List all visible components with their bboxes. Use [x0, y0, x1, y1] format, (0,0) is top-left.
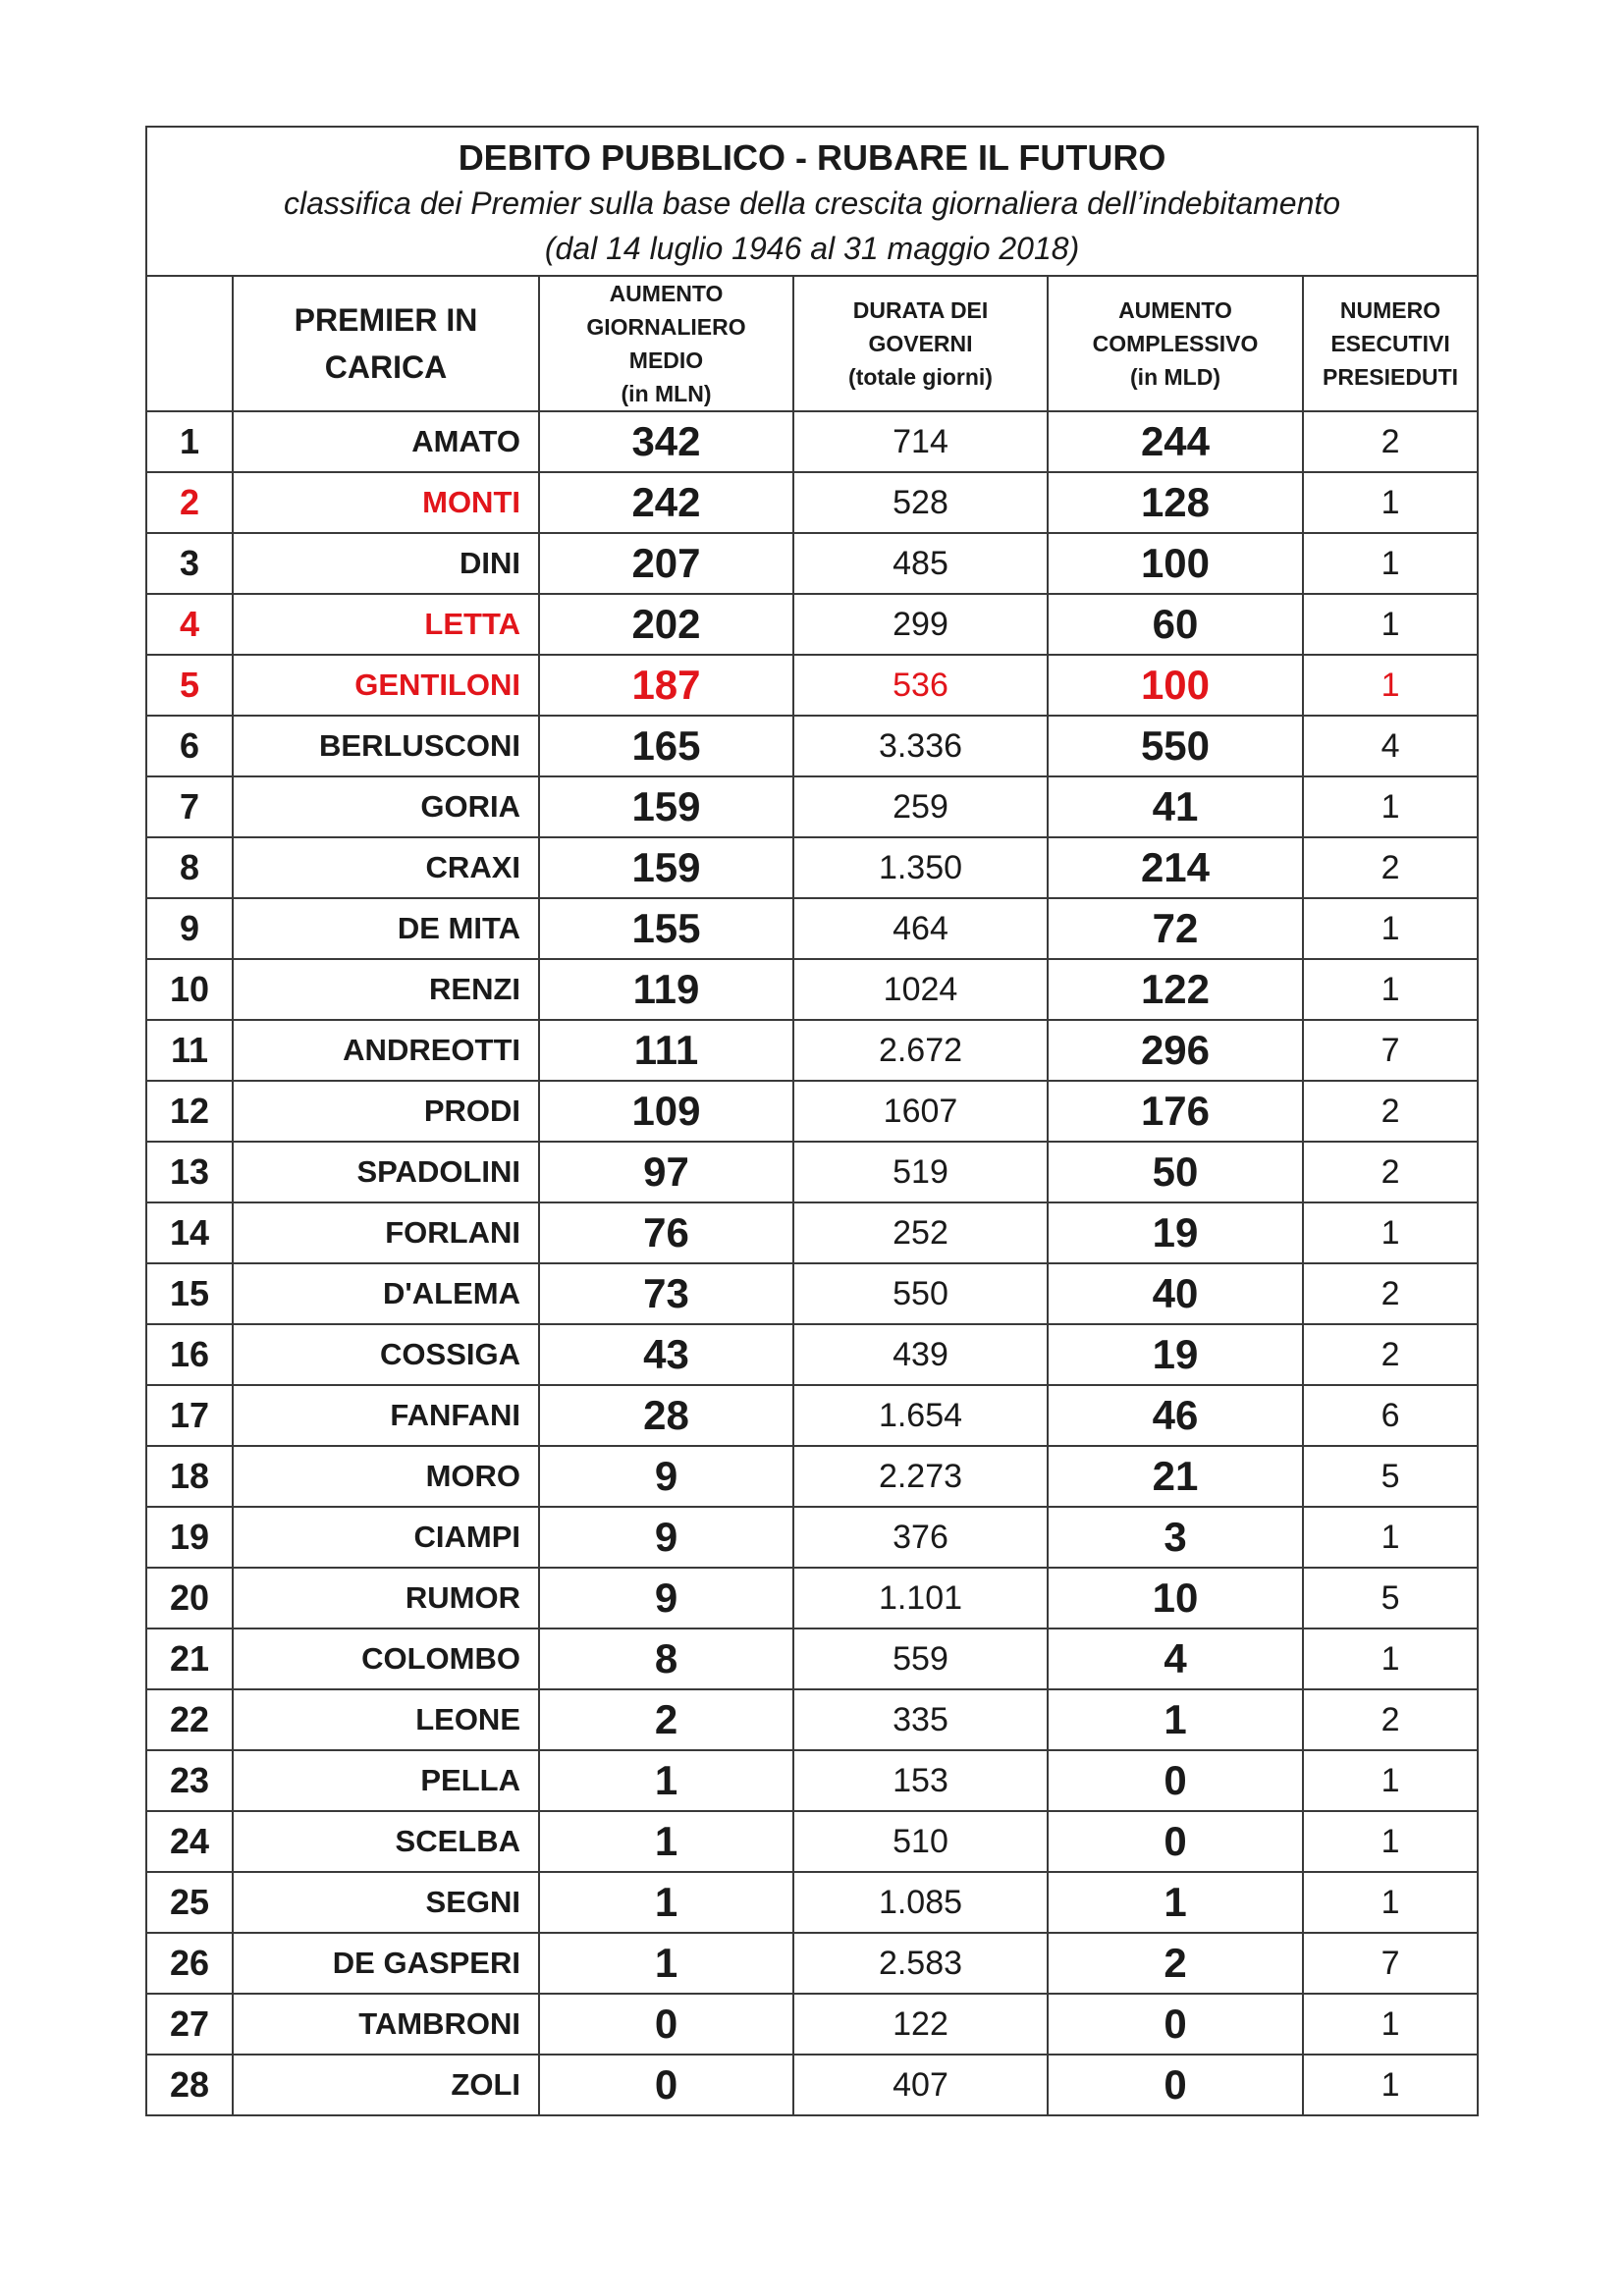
total-increase-cell: 128: [1048, 472, 1303, 533]
table-row: [146, 1994, 1478, 2055]
daily-increase-cell: 28: [539, 1385, 793, 1446]
total-increase-cell: 0: [1048, 1811, 1303, 1872]
premier-name-cell: GORIA: [233, 776, 539, 837]
total-increase-cell: 1: [1048, 1689, 1303, 1750]
header-govs-line: ESECUTIVI: [1330, 331, 1450, 356]
duration-cell: 2.273: [793, 1446, 1048, 1507]
header-total-line: AUMENTO: [1118, 297, 1232, 323]
duration-cell: 536: [793, 655, 1048, 716]
rank-cell: 25: [146, 1872, 233, 1933]
governments-cell: 1: [1303, 1811, 1478, 1872]
premier-name-cell: BERLUSCONI: [233, 716, 539, 776]
daily-increase-cell: 2: [539, 1689, 793, 1750]
governments-cell: 1: [1303, 655, 1478, 716]
governments-cell: 1: [1303, 776, 1478, 837]
duration-cell: 1.350: [793, 837, 1048, 898]
table-row: [146, 655, 1478, 716]
table-row: [146, 837, 1478, 898]
table-row: [146, 1020, 1478, 1081]
duration-cell: 259: [793, 776, 1048, 837]
table-row: [146, 472, 1478, 533]
rank-cell: 22: [146, 1689, 233, 1750]
rank-cell: 15: [146, 1263, 233, 1324]
total-increase-cell: 214: [1048, 837, 1303, 898]
premier-name-cell: LEONE: [233, 1689, 539, 1750]
premier-name-cell: PELLA: [233, 1750, 539, 1811]
governments-cell: 2: [1303, 411, 1478, 472]
total-increase-cell: 21: [1048, 1446, 1303, 1507]
premier-name-cell: COLOMBO: [233, 1629, 539, 1689]
header-row: [146, 276, 1478, 411]
rank-cell: 9: [146, 898, 233, 959]
daily-increase-cell: 242: [539, 472, 793, 533]
title-block: [146, 127, 1478, 276]
daily-increase-cell: 342: [539, 411, 793, 472]
governments-cell: 2: [1303, 1081, 1478, 1142]
daily-increase-cell: 76: [539, 1202, 793, 1263]
table-row: [146, 1507, 1478, 1568]
daily-increase-cell: 9: [539, 1568, 793, 1629]
total-increase-cell: 244: [1048, 411, 1303, 472]
total-increase-cell: 0: [1048, 2055, 1303, 2115]
rank-cell: 6: [146, 716, 233, 776]
duration-cell: 485: [793, 533, 1048, 594]
rank-cell: 26: [146, 1933, 233, 1994]
total-increase-cell: 50: [1048, 1142, 1303, 1202]
duration-cell: 464: [793, 898, 1048, 959]
table-row: [146, 959, 1478, 1020]
daily-increase-cell: 111: [539, 1020, 793, 1081]
table-row: [146, 1202, 1478, 1263]
duration-cell: 252: [793, 1202, 1048, 1263]
total-increase-cell: 100: [1048, 533, 1303, 594]
table-row: [146, 1811, 1478, 1872]
daily-increase-cell: 1: [539, 1811, 793, 1872]
daily-increase-cell: 0: [539, 2055, 793, 2115]
daily-increase-cell: 9: [539, 1507, 793, 1568]
governments-cell: 4: [1303, 716, 1478, 776]
total-increase-cell: 19: [1048, 1202, 1303, 1263]
table-row: [146, 594, 1478, 655]
total-increase-cell: 1: [1048, 1872, 1303, 1933]
daily-increase-cell: 9: [539, 1446, 793, 1507]
table-row: [146, 776, 1478, 837]
rank-cell: 12: [146, 1081, 233, 1142]
governments-cell: 1: [1303, 533, 1478, 594]
rank-cell: 2: [146, 472, 233, 533]
duration-cell: 519: [793, 1142, 1048, 1202]
table-body: [146, 411, 1478, 2115]
premier-name-cell: CIAMPI: [233, 1507, 539, 1568]
duration-cell: 550: [793, 1263, 1048, 1324]
table-row: [146, 1568, 1478, 1629]
governments-cell: 5: [1303, 1446, 1478, 1507]
table-row: [146, 1081, 1478, 1142]
duration-cell: 153: [793, 1750, 1048, 1811]
header-daily-line: GIORNALIERO: [586, 314, 746, 340]
table-row: [146, 1385, 1478, 1446]
header-daily-line: AUMENTO: [609, 281, 724, 306]
premier-name-cell: DE GASPERI: [233, 1933, 539, 1994]
table-row: [146, 898, 1478, 959]
total-increase-cell: 176: [1048, 1081, 1303, 1142]
total-increase-cell: 3: [1048, 1507, 1303, 1568]
premier-name-cell: D'ALEMA: [233, 1263, 539, 1324]
daily-increase-cell: 1: [539, 1750, 793, 1811]
table-row: [146, 1689, 1478, 1750]
premier-name-cell: DE MITA: [233, 898, 539, 959]
daily-increase-cell: 202: [539, 594, 793, 655]
total-increase-cell: 10: [1048, 1568, 1303, 1629]
header-duration: [793, 276, 1048, 411]
duration-cell: 714: [793, 411, 1048, 472]
rank-cell: 8: [146, 837, 233, 898]
duration-cell: 559: [793, 1629, 1048, 1689]
table-row: [146, 716, 1478, 776]
governments-cell: 1: [1303, 2055, 1478, 2115]
header-duration-line: (totale giorni): [848, 364, 993, 390]
rank-cell: 18: [146, 1446, 233, 1507]
header-daily-line: MEDIO: [628, 347, 704, 373]
premier-name-cell: MONTI: [233, 472, 539, 533]
total-increase-cell: 0: [1048, 1750, 1303, 1811]
daily-increase-cell: 0: [539, 1994, 793, 2055]
daily-increase-cell: 207: [539, 533, 793, 594]
table-row: [146, 533, 1478, 594]
ranking-table: [145, 126, 1479, 2116]
total-increase-cell: 4: [1048, 1629, 1303, 1689]
rank-cell: 11: [146, 1020, 233, 1081]
governments-cell: 5: [1303, 1568, 1478, 1629]
duration-cell: 376: [793, 1507, 1048, 1568]
header-total-line: COMPLESSIVO: [1092, 331, 1259, 356]
total-increase-cell: 0: [1048, 1994, 1303, 2055]
premier-name-cell: AMATO: [233, 411, 539, 472]
header-premier-line: PREMIER IN: [294, 302, 478, 338]
total-increase-cell: 60: [1048, 594, 1303, 655]
total-increase-cell: 100: [1048, 655, 1303, 716]
governments-cell: 1: [1303, 959, 1478, 1020]
table-row: [146, 2055, 1478, 2115]
premier-name-cell: TAMBRONI: [233, 1994, 539, 2055]
table-row: [146, 1750, 1478, 1811]
premier-name-cell: LETTA: [233, 594, 539, 655]
daily-increase-cell: 97: [539, 1142, 793, 1202]
daily-increase-cell: 1: [539, 1933, 793, 1994]
governments-cell: 2: [1303, 1142, 1478, 1202]
rank-cell: 16: [146, 1324, 233, 1385]
premier-name-cell: SEGNI: [233, 1872, 539, 1933]
duration-cell: 1024: [793, 959, 1048, 1020]
total-increase-cell: 296: [1048, 1020, 1303, 1081]
premier-name-cell: MORO: [233, 1446, 539, 1507]
premier-name-cell: GENTILONI: [233, 655, 539, 716]
governments-cell: 7: [1303, 1020, 1478, 1081]
duration-cell: 335: [793, 1689, 1048, 1750]
daily-increase-cell: 165: [539, 716, 793, 776]
duration-cell: 510: [793, 1811, 1048, 1872]
premier-name-cell: SCELBA: [233, 1811, 539, 1872]
premier-name-cell: CRAXI: [233, 837, 539, 898]
premier-name-cell: RUMOR: [233, 1568, 539, 1629]
governments-cell: 1: [1303, 1994, 1478, 2055]
rank-cell: 28: [146, 2055, 233, 2115]
rank-cell: 4: [146, 594, 233, 655]
document-sheet: [145, 126, 1477, 2116]
duration-cell: 1.101: [793, 1568, 1048, 1629]
rank-cell: 27: [146, 1994, 233, 2055]
table-subtitle-line2: (dal 14 luglio 1946 al 31 maggio 2018): [544, 231, 1080, 266]
total-increase-cell: 122: [1048, 959, 1303, 1020]
duration-cell: 122: [793, 1994, 1048, 2055]
rank-cell: 14: [146, 1202, 233, 1263]
governments-cell: 1: [1303, 472, 1478, 533]
rank-cell: 13: [146, 1142, 233, 1202]
daily-increase-cell: 155: [539, 898, 793, 959]
rank-cell: 3: [146, 533, 233, 594]
premier-name-cell: COSSIGA: [233, 1324, 539, 1385]
total-increase-cell: 19: [1048, 1324, 1303, 1385]
premier-name-cell: RENZI: [233, 959, 539, 1020]
governments-cell: 1: [1303, 594, 1478, 655]
premier-name-cell: FORLANI: [233, 1202, 539, 1263]
total-increase-cell: 41: [1048, 776, 1303, 837]
title-row: [146, 127, 1478, 276]
duration-cell: 439: [793, 1324, 1048, 1385]
duration-cell: 299: [793, 594, 1048, 655]
governments-cell: 1: [1303, 1872, 1478, 1933]
premier-name-cell: ZOLI: [233, 2055, 539, 2115]
governments-cell: 1: [1303, 1750, 1478, 1811]
daily-increase-cell: 43: [539, 1324, 793, 1385]
header-rank: [146, 276, 233, 411]
daily-increase-cell: 159: [539, 776, 793, 837]
header-total-increase: [1048, 276, 1303, 411]
total-increase-cell: 46: [1048, 1385, 1303, 1446]
table-row: [146, 1324, 1478, 1385]
duration-cell: 3.336: [793, 716, 1048, 776]
rank-cell: 7: [146, 776, 233, 837]
rank-cell: 17: [146, 1385, 233, 1446]
rank-cell: 21: [146, 1629, 233, 1689]
daily-increase-cell: 109: [539, 1081, 793, 1142]
table-row: [146, 1142, 1478, 1202]
rank-cell: 10: [146, 959, 233, 1020]
table-row: [146, 1446, 1478, 1507]
table-row: [146, 1933, 1478, 1994]
governments-cell: 2: [1303, 837, 1478, 898]
total-increase-cell: 550: [1048, 716, 1303, 776]
daily-increase-cell: 187: [539, 655, 793, 716]
duration-cell: 1.654: [793, 1385, 1048, 1446]
table-subtitle-line1: classifica dei Premier sulla base della crescita giornaliera dell’indebitamento: [283, 186, 1341, 221]
header-daily-line: (in MLN): [621, 381, 712, 406]
premier-name-cell: SPADOLINI: [233, 1142, 539, 1202]
governments-cell: 2: [1303, 1263, 1478, 1324]
header-duration-line: GOVERNI: [868, 331, 973, 356]
daily-increase-cell: 8: [539, 1629, 793, 1689]
table-row: [146, 411, 1478, 472]
rank-cell: 1: [146, 411, 233, 472]
header-premier-line: CARICA: [324, 349, 448, 385]
duration-cell: 407: [793, 2055, 1048, 2115]
governments-cell: 1: [1303, 1202, 1478, 1263]
governments-cell: 2: [1303, 1689, 1478, 1750]
daily-increase-cell: 1: [539, 1872, 793, 1933]
total-increase-cell: 40: [1048, 1263, 1303, 1324]
rank-cell: 24: [146, 1811, 233, 1872]
daily-increase-cell: 73: [539, 1263, 793, 1324]
premier-name-cell: DINI: [233, 533, 539, 594]
total-increase-cell: 72: [1048, 898, 1303, 959]
header-governments: [1303, 276, 1478, 411]
premier-name-cell: PRODI: [233, 1081, 539, 1142]
header-govs-line: PRESIEDUTI: [1323, 364, 1459, 390]
rank-cell: 20: [146, 1568, 233, 1629]
governments-cell: 1: [1303, 1507, 1478, 1568]
governments-cell: 7: [1303, 1933, 1478, 1994]
table-row: [146, 1263, 1478, 1324]
daily-increase-cell: 119: [539, 959, 793, 1020]
rank-cell: 5: [146, 655, 233, 716]
governments-cell: 1: [1303, 898, 1478, 959]
duration-cell: 1.085: [793, 1872, 1048, 1933]
header-daily-increase: [539, 276, 793, 411]
header-total-line: (in MLD): [1130, 364, 1220, 390]
duration-cell: 1607: [793, 1081, 1048, 1142]
header-premier: [233, 276, 539, 411]
daily-increase-cell: 159: [539, 837, 793, 898]
duration-cell: 528: [793, 472, 1048, 533]
header-govs-line: NUMERO: [1339, 297, 1441, 323]
duration-cell: 2.672: [793, 1020, 1048, 1081]
rank-cell: 23: [146, 1750, 233, 1811]
table-row: [146, 1872, 1478, 1933]
rank-cell: 19: [146, 1507, 233, 1568]
governments-cell: 6: [1303, 1385, 1478, 1446]
total-increase-cell: 2: [1048, 1933, 1303, 1994]
premier-name-cell: ANDREOTTI: [233, 1020, 539, 1081]
governments-cell: 2: [1303, 1324, 1478, 1385]
duration-cell: 2.583: [793, 1933, 1048, 1994]
table-row: [146, 1629, 1478, 1689]
premier-name-cell: FANFANI: [233, 1385, 539, 1446]
table-title: DEBITO PUBBLICO - RUBARE IL FUTURO: [458, 137, 1166, 178]
governments-cell: 1: [1303, 1629, 1478, 1689]
header-duration-line: DURATA DEI: [852, 297, 989, 323]
